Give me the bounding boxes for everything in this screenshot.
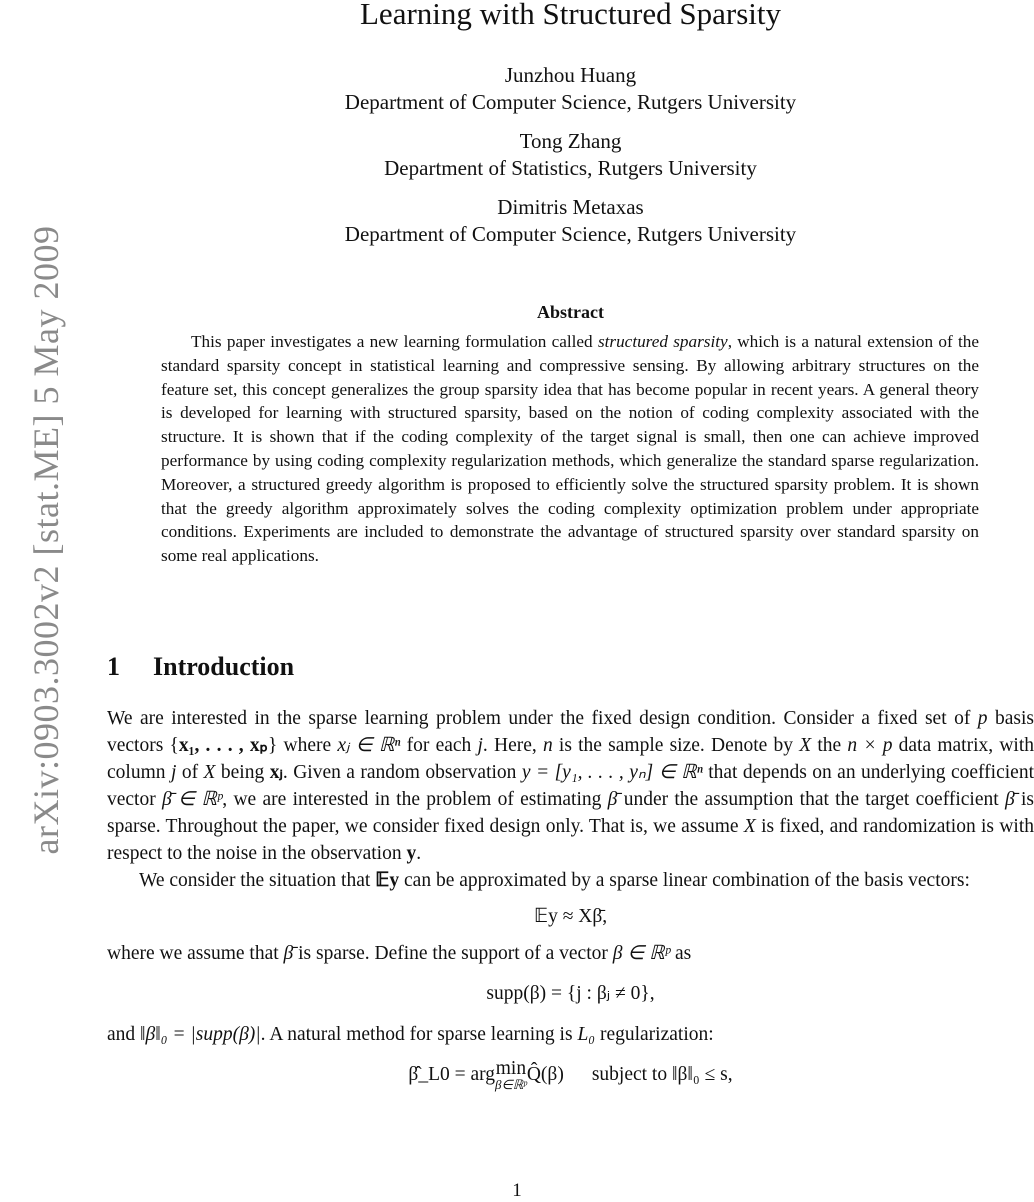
page-number: 1 [512, 1180, 522, 1201]
author-block [107, 194, 1034, 248]
author-name: Tong Zhang [519, 129, 622, 153]
section-title: Introduction [153, 652, 295, 681]
equation: supp(β) = {j : βⱼ ≠ 0}, [486, 983, 655, 1004]
abstract-heading: Abstract [537, 302, 604, 322]
arxiv-stamp: arXiv:0903.3002v2 [stat.ME] 5 May 2009 [26, 225, 66, 855]
abstract-emphasis: structured sparsity [597, 332, 728, 351]
paragraph: where we assume that β̄ is sparse. Define the support of a vector β ∈ ℝᵖ as [107, 943, 692, 964]
author-block [107, 128, 1034, 182]
section-body [107, 705, 1034, 1104]
author-affiliation: Department of Statistics, Rutgers University [384, 156, 757, 180]
author-affiliation: Department of Computer Science, Rutgers University [344, 90, 797, 114]
author-block [107, 62, 1034, 116]
equation: 𝔼y ≈ Xβ̄, [533, 906, 608, 927]
paragraph: and ‖β‖₀ = |supp(β)|. A natural method for sparse learning is L₀ regularization: [107, 1024, 714, 1045]
author-name: Junzhou Huang [504, 63, 637, 87]
section-heading [107, 650, 294, 684]
paragraph: We are interested in the sparse learning problem under the fixed design condition. Consider a fixed set of p basis vectors {x₁, . . . , xₚ} where xⱼ ∈ ℝⁿ for each j. Here, n is the sample size. Denote by X the n × p data matrix, with column j of X being xⱼ. Given a random observation y = [y₁, . . . , yₙ] ∈ ℝⁿ that depends on an underlying coefficient vector β̄ ∈ ℝᵖ, we are interested in the problem of estimating β̄ under the assumption that the target coefficient β̄ is sparse. Throughout the paper, we consider fixed design only. That is, we assume X is fixed, and randomization is with respect to the noise in the observation y. [107, 708, 1034, 864]
paper-title: Learning with Structured Sparsity [360, 0, 781, 31]
equation [107, 1060, 1034, 1092]
equation-constraint: subject to ‖β‖₀ ≤ s, [591, 1064, 733, 1085]
equation-objective: Q̂(β) [526, 1064, 564, 1085]
author-affiliation: Department of Computer Science, Rutgers University [344, 222, 797, 246]
equation-lhs: β̂_L0 = arg [408, 1064, 496, 1085]
author-list [107, 62, 1034, 260]
abstract-text: This paper investigates a new learning formulation called structured sparsity, which is a natural extension of the standard sparsity concept in statistical learning and compressive sensing. By allowing arbitrary structures on the feature set, this concept generalizes the group sparsity idea that has become popular in recent years. A general theory is developed for learning with structured sparsity, based on the notion of coding complexity associated with the structure. It is shown that if the coding complexity of the target signal is small, then one can achieve improved performance by using coding complexity regularization methods, which generalize the standard sparse regularization. Moreover, a structured greedy algorithm is proposed to efficiently solve the structured sparsity problem. It is shown that the greedy algorithm approximately solves the coding complexity optimization problem under appropriate conditions. Experiments are included to demonstrate the advantage of structured sparsity over standard sparsity on some real applications. [161, 332, 980, 566]
paragraph: We consider the situation that 𝔼y can be approximated by a sparse linear combination of the basis vectors: [139, 870, 970, 891]
section-number: 1 [107, 652, 120, 681]
equation-min: min β∈ℝᵖ [495, 1058, 527, 1092]
author-name: Dimitris Metaxas [497, 195, 644, 219]
